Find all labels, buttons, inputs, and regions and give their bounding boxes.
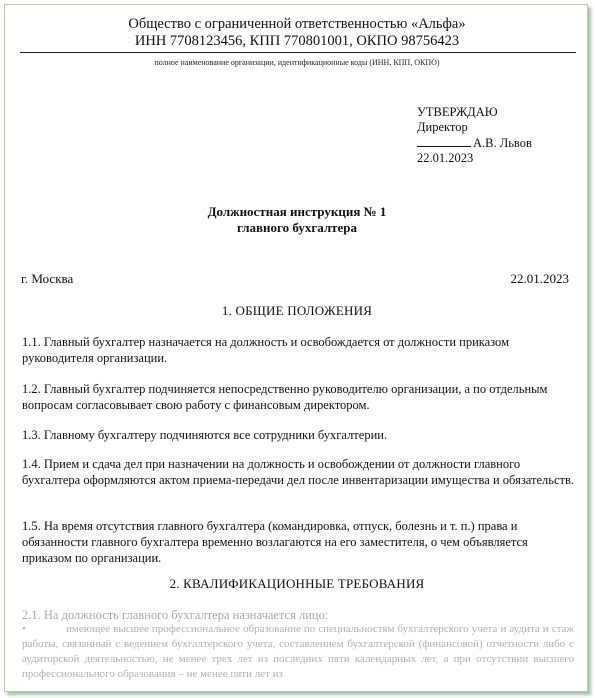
paragraph-1-2: 1.2. Главный бухгалтер подчиняется непосредственно руководителю организации, а по отдельным вопросам согласовывает свою работу с финансовым директором. [22, 382, 548, 412]
paragraph-2-1-bullet [22, 622, 574, 682]
approval-position: Директор [417, 120, 468, 134]
header-caption: полное наименование организации, идентификационные коды (ИНН, КПП, ОКПО) [154, 58, 440, 67]
approval-signature-line [417, 135, 532, 151]
organization-codes: ИНН 7708123456, КПП 770801001, ОКПО 98756423 [134, 33, 460, 49]
document-title [15, 204, 579, 236]
header-divider [20, 52, 576, 53]
section-heading-qualification: 2. КВАЛИФИКАЦИОННЫЕ ТРЕБОВАНИЯ [169, 576, 425, 591]
organization-name: Общество с ограниченной ответственностью «Альфа» [128, 16, 466, 32]
organization-header [15, 16, 579, 50]
bullet-text: имеющее высшее профессиональное образование по специальностям бухгалтерского учета и аудита и стаж работы, связанный с ведением бухгалтерского учета, составлением бухгалтерской (финансовой) отчетности либо с аудиторской деятельностью, не менее трех лет из последних пяти календарных лет, а при отсутствии высшего профессионального образования – не менее пяти лет из [22, 623, 574, 680]
section-heading-general: 1. ОБЩИЕ ПОЛОЖЕНИЯ [221, 303, 373, 318]
document-title-line2: главного бухгалтера [236, 220, 358, 235]
paragraph-1-5: 1.5. На время отсутствия главного бухгалтера (командировка, отпуск, болезнь и т. п.) права и обязанности главного бухгалтера временно возлагаются на его заместителя, о чем объявляется приказом по организации. [22, 519, 528, 565]
document-title-line1: Должностная инструкция № 1 [207, 204, 387, 219]
paragraph-1-3: 1.3. Главному бухгалтеру подчиняются все сотрудники бухгалтерии. [22, 428, 388, 442]
bullet-icon: • [22, 623, 26, 635]
paragraph-1-1: 1.1. Главный бухгалтер назначается на должность и освобождается от должности приказом руководителя организации. [22, 335, 509, 365]
paragraph-1-4: 1.4. Прием и сдача дел при назначении на должность и освобождении от должности главного бухгалтера оформляются актом приема-передачи дел после инвентаризации имущества и обязательств. [22, 457, 574, 487]
document-date: 22.01.2023 [510, 271, 569, 286]
approval-label: УТВЕРЖДАЮ [417, 105, 498, 119]
approval-block [417, 105, 532, 166]
approval-date: 22.01.2023 [417, 151, 474, 165]
document-city: г. Москва [21, 271, 74, 286]
approval-name: А.В. Львов [473, 136, 532, 150]
signature-blank [417, 135, 471, 147]
document-page [4, 4, 588, 692]
paragraph-2-1: 2.1. На должность главного бухгалтера назначается лицо: [22, 608, 329, 622]
